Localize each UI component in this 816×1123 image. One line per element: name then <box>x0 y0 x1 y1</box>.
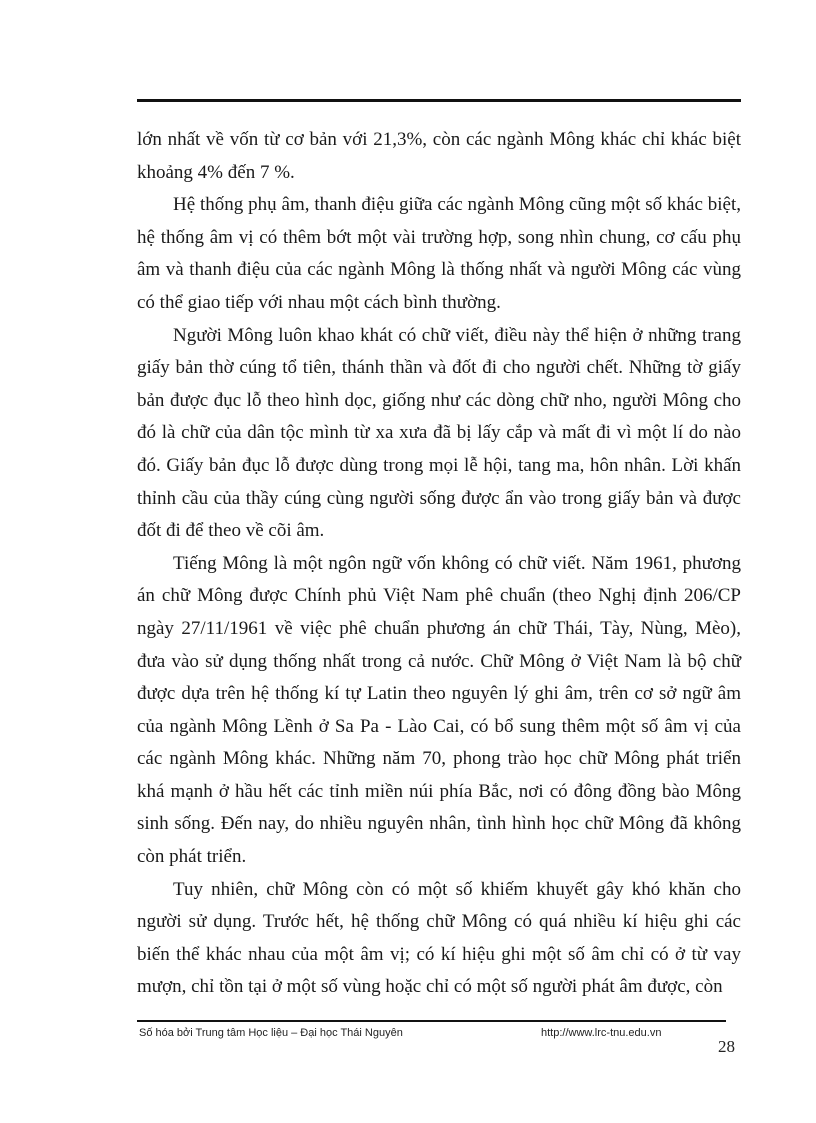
header-rule <box>137 99 741 102</box>
paragraph-1: lớn nhất về vốn từ cơ bản với 21,3%, còn các ngành Mông khác chỉ khác biệt khoảng 4% đến 7 %. <box>137 129 741 183</box>
paragraph-5: Tuy nhiên, chữ Mông còn có một số khiếm khuyết gây khó khăn cho người sử dụng. Trước hết, hệ thống chữ Mông có quá nhiều kí hiệu ghi các biến thể khác nhau của một âm vị; có kí hiệu ghi một số âm chỉ có ở từ vay mượn, chỉ tồn tại ở một số vùng hoặc chỉ có một số người phát âm được, còn <box>137 878 741 998</box>
paragraph-3: Người Mông luôn khao khát có chữ viết, điều này thể hiện ở những trang giấy bản thờ cúng tổ tiên, thánh thần và đốt đi cho người chết. Những tờ giấy bản được đục lỗ theo hình dọc, giống như các dòng chữ nho, người Mông cho đó là chữ của dân tộc mình từ xa xưa đã bị lấy cắp và mất đi vì một lí do nào đó. Giấy bản đục lỗ được dùng trong mọi lễ hội, tang ma, hôn nhân. Lời khấn thỉnh cầu của thầy cúng cùng người sống được ẩn vào trong giấy bản và được đốt đi để theo về cõi âm. <box>137 324 741 542</box>
footer-rule <box>137 1020 726 1022</box>
page-number: 28 <box>718 1037 735 1056</box>
footer-source-text: Số hóa bởi Trung tâm Học liệu – Đại học Thái Nguyên <box>139 1027 403 1039</box>
footer-url[interactable]: http://www.lrc-tnu.edu.vn <box>541 1027 662 1039</box>
paragraph-2: Hệ thống phụ âm, thanh điệu giữa các ngành Mông cũng một số khác biệt, hệ thống âm vị có thêm bớt một vài trường hợp, song nhìn chung, cơ cấu phụ âm và thanh điệu của các ngành Mông là thống nhất và người Mông các vùng có thể giao tiếp với nhau một cách bình thường. <box>137 194 741 313</box>
document-body <box>137 124 741 1004</box>
paragraph-4: Tiếng Mông là một ngôn ngữ vốn không có chữ viết. Năm 1961, phương án chữ Mông được Chính phủ Việt Nam phê chuẩn (theo Nghị định 206/CP ngày 27/11/1961 về việc phê chuẩn phương án chữ Thái, Tày, Nùng, Mèo), đưa vào sử dụng thống nhất trong cả nước. Chữ Mông ở Việt Nam là bộ chữ được dựa trên hệ thống kí tự Latin theo nguyên lý ghi âm, trên cơ sở ngữ âm của ngành Mông Lềnh ở Sa Pa - Lào Cai, có bổ sung thêm một số âm vị của các ngành Mông khác. Những năm 70, phong trào học chữ Mông phát triển khá mạnh ở hầu hết các tỉnh miền núi phía Bắc, nơi có đông đồng bào Mông sinh sống. Đến nay, do nhiều nguyên nhân, tình hình học chữ Mông đã không còn phát triển. <box>137 552 741 868</box>
